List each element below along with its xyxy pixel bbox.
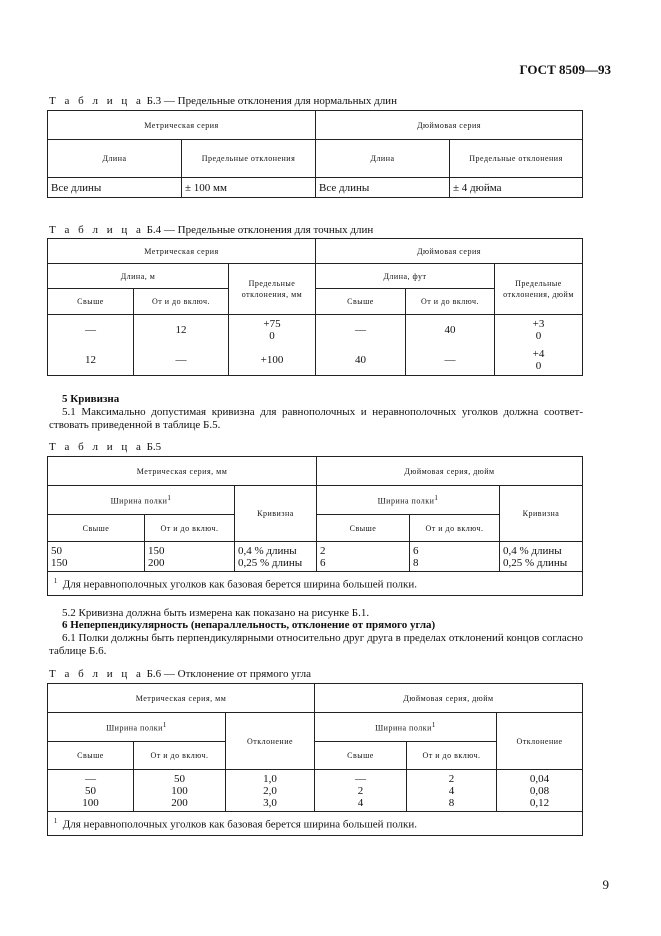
table-cell: 1,0 2,0 3,0 xyxy=(226,770,315,812)
table-cell: 12 xyxy=(48,346,134,376)
table-cell: 50 150 xyxy=(48,542,145,572)
upto-header: От и до включ. xyxy=(410,515,500,542)
upto-header: От и до включ. xyxy=(406,289,495,315)
length-header: Длина xyxy=(316,140,450,178)
over-header: Свыше xyxy=(316,289,406,315)
table-cell: — xyxy=(316,315,406,346)
inch-series-header: Дюймовая серия xyxy=(316,239,583,264)
table-cell: ± 4 дюйма xyxy=(450,178,583,198)
curvature-header: Кривизна xyxy=(500,486,583,542)
table-b4 xyxy=(47,238,583,376)
table-cell: +75 0 xyxy=(229,315,316,346)
table-cell: 40 xyxy=(406,315,495,346)
table-row xyxy=(48,346,583,376)
table-cell: Все длины xyxy=(48,178,182,198)
metric-series-header: Метрическая серия xyxy=(48,239,316,264)
deviation-header: Предельные отклонения xyxy=(182,140,316,178)
table-row xyxy=(48,542,583,572)
inch-series-header: Дюймовая серия, дюйм xyxy=(317,457,583,486)
table-cell: — xyxy=(134,346,229,376)
table-footnote: $^1$ Для неравнополочных уголков как базовая берется ширина большей полки. xyxy=(48,812,583,836)
table-cell: 40 xyxy=(316,346,406,376)
over-header: Свыше xyxy=(48,289,134,315)
table-cell: 0,4 % длины 0,25 % длины xyxy=(235,542,317,572)
table-cell: Все длины xyxy=(316,178,450,198)
inch-series-header: Дюймовая серия xyxy=(316,111,583,140)
deviation-header: Отклонение xyxy=(497,713,583,770)
table-cell: — xyxy=(406,346,495,376)
table-row xyxy=(48,315,583,346)
table-cell: 2 4 8 xyxy=(407,770,497,812)
page-number: 9 xyxy=(602,877,609,892)
table-cell: — xyxy=(48,315,134,346)
deviation-header: Отклонение xyxy=(226,713,315,770)
upto-header: От и до включ. xyxy=(407,742,497,770)
table-footnote: $^1$ Для неравнополочных уголков как базовая берется ширина большей полки. xyxy=(48,572,583,596)
deviation-in-header: Предельные отклонения, дюйм xyxy=(495,264,583,315)
table-cell: — 50 100 xyxy=(48,770,134,812)
table-row xyxy=(48,770,583,812)
table-b6-caption: Т а б л и ц а Б.6 — Отклонение от прямого угла xyxy=(49,668,312,680)
table-cell: +4 0 xyxy=(495,346,583,376)
section-5-title: 5 Кривизна xyxy=(62,393,120,405)
width-header: Ширина полки$^1$ xyxy=(317,486,500,515)
table-cell: 0,4 % длины 0,25 % длины xyxy=(500,542,583,572)
section-6-title: 6 Неперпендикулярность (непараллельность, отклонение от прямого угла) xyxy=(62,619,436,631)
table-row xyxy=(48,178,583,198)
table-b3 xyxy=(47,110,583,198)
metric-series-header: Метрическая серия xyxy=(48,111,316,140)
table-cell: 0,04 0,08 0,12 xyxy=(497,770,583,812)
over-header: Свыше xyxy=(317,515,410,542)
length-ft-header: Длина, фут xyxy=(316,264,495,289)
upto-header: От и до включ. xyxy=(134,742,226,770)
over-header: Свыше xyxy=(48,742,134,770)
over-header: Свыше xyxy=(315,742,407,770)
table-cell: 12 xyxy=(134,315,229,346)
document-code: ГОСТ 8509—93 xyxy=(519,62,611,77)
table-cell: +100 xyxy=(229,346,316,376)
upto-header: От и до включ. xyxy=(134,289,229,315)
inch-series-header: Дюймовая серия, дюйм xyxy=(315,684,583,713)
table-cell: 150 200 xyxy=(145,542,235,572)
table-cell: 2 6 xyxy=(317,542,410,572)
table-cell: 6 8 xyxy=(410,542,500,572)
metric-series-header: Метрическая серия, мм xyxy=(48,457,317,486)
table-b5 xyxy=(47,456,583,596)
width-header: Ширина полки$^1$ xyxy=(48,713,226,742)
over-header: Свыше xyxy=(48,515,145,542)
table-b6 xyxy=(47,683,583,836)
section-5-1-text: 5.1 Максимально допустимая кривизна для равнополочных и неравнополочных уголков должна соответ-ствовать приведенной в таблице Б.5. xyxy=(49,406,583,431)
section-5-2-text: 5.2 Кривизна должна быть измерена как показано на рисунке Б.1. xyxy=(62,607,370,619)
upto-header: От и до включ. xyxy=(145,515,235,542)
table-b5-caption: Т а б л и ц а Б.5 xyxy=(49,441,162,453)
deviation-header: Предельные отклонения xyxy=(450,140,583,178)
deviation-mm-header: Предельные отклонения, мм xyxy=(229,264,316,315)
length-header: Длина xyxy=(48,140,182,178)
width-header: Ширина полки$^1$ xyxy=(48,486,235,515)
width-header: Ширина полки$^1$ xyxy=(315,713,497,742)
table-cell: — 2 4 xyxy=(315,770,407,812)
table-cell: +3 0 xyxy=(495,315,583,346)
table-b3-caption: Т а б л и ц а Б.3 — Предельные отклонения для нормальных длин xyxy=(49,95,397,107)
curvature-header: Кривизна xyxy=(235,486,317,542)
section-6-1-text: 6.1 Полки должны быть перпендикулярными относительно друг друга в пределах отклонений концов согласно таблице Б.6. xyxy=(49,632,583,657)
table-cell: 50 100 200 xyxy=(134,770,226,812)
table-b4-caption: Т а б л и ц а Б.4 — Предельные отклонения для точных длин xyxy=(49,224,374,236)
metric-series-header: Метрическая серия, мм xyxy=(48,684,315,713)
length-m-header: Длина, м xyxy=(48,264,229,289)
table-cell: ± 100 мм xyxy=(182,178,316,198)
